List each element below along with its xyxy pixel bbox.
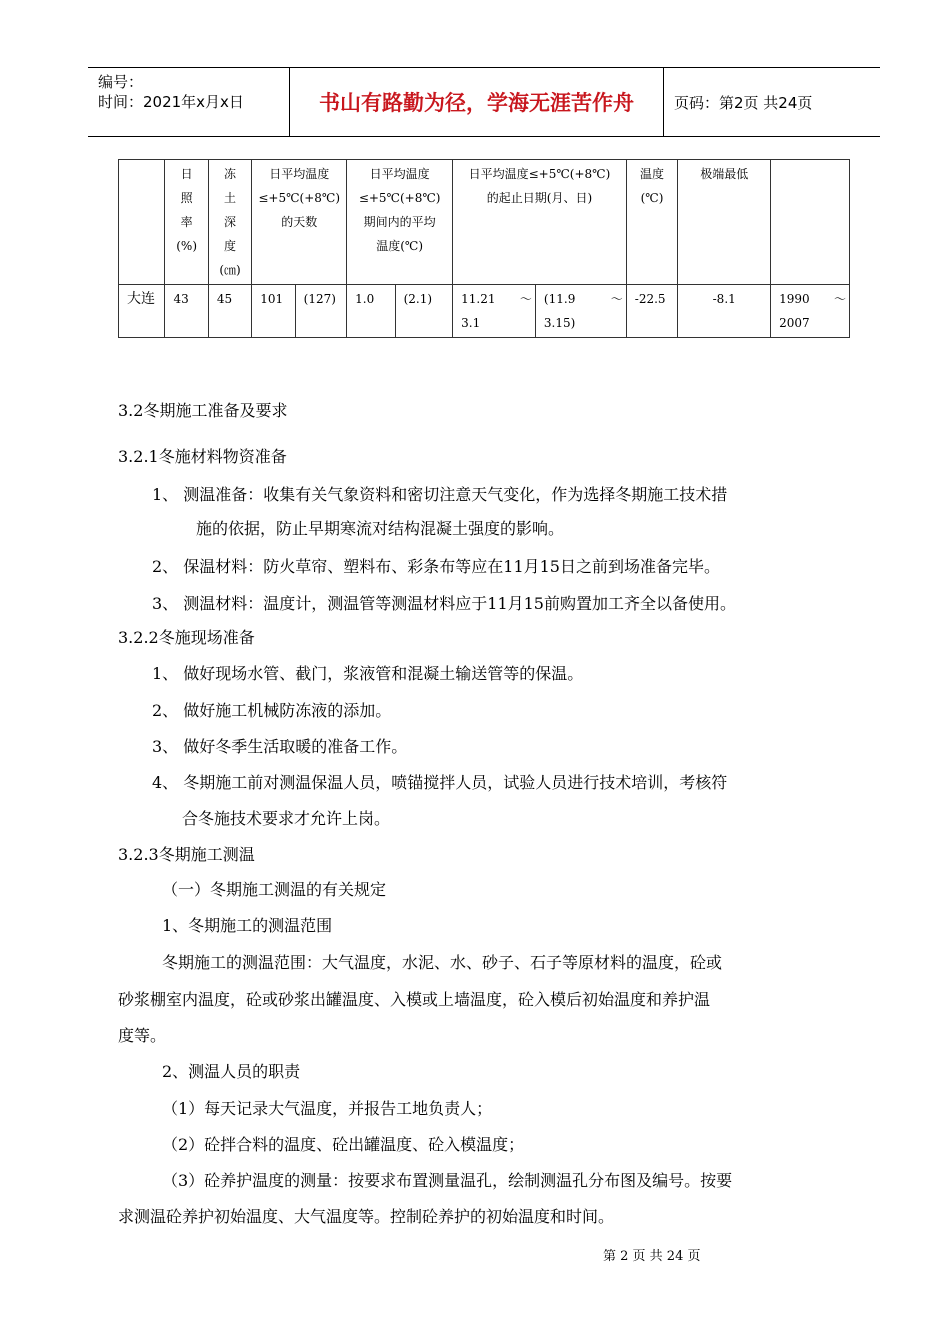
list-item: 3、 测温材料：温度计，测温管等测温材料应于11月15前购置加工齐全以备使用。 xyxy=(152,594,736,613)
cell-city: 大连 xyxy=(119,285,165,338)
header-city xyxy=(119,160,165,285)
list-item: 1、 做好现场水管、截门，浆液管和混凝土输送管等的保温。 xyxy=(152,664,584,683)
header-page-number: 页码：第2页 共24页 xyxy=(674,93,813,112)
subsection-heading: 1、冬期施工的测温范围 xyxy=(162,916,333,935)
list-item: 1、 测温准备：收集有关气象资料和密切注意天气变化，作为选择冬期施工技术措 xyxy=(152,485,728,504)
cell-temp: -22.5 xyxy=(626,285,677,338)
list-item: （3）砼养护温度的测量：按要求布置测量温孔，绘制测温孔分布图及编号。按要 xyxy=(162,1171,733,1190)
list-item-continuation: 合冬施技术要求才允许上岗。 xyxy=(182,809,391,828)
table-header-row xyxy=(119,160,850,285)
list-item: （2）砼拌合料的温度、砼出罐温度、砼入模温度； xyxy=(162,1135,525,1154)
list-item: 3、 做好冬季生活取暖的准备工作。 xyxy=(152,737,408,756)
doc-time-label: 时间：2021年x月x日 xyxy=(98,93,244,111)
paragraph-line: 度等。 xyxy=(118,1026,167,1045)
paragraph-line: 砂浆棚室内温度，砼或砂浆出罐温度、入模或上墙温度，砼入模后初始温度和养护温 xyxy=(118,990,711,1009)
list-item: 2、 保温材料：防火草帘、塑料布、彩条布等应在11月15日之前到场准备完毕。 xyxy=(152,557,720,576)
page-header xyxy=(88,67,880,137)
list-item-continuation: 求测温砼养护初始温度、大气温度等。控制砼养护的初始温度和时间。 xyxy=(118,1207,615,1226)
section-heading-3-2-3: 3.2.3冬期施工测温 xyxy=(118,845,255,864)
list-item: （1）每天记录大气温度，并报告工地负责人； xyxy=(162,1099,493,1118)
header-days-count: 日平均温度 ≤+5℃(+8℃) 的天数 xyxy=(252,160,347,285)
header-meta xyxy=(88,68,290,136)
cell-date8: (11.9 ～ 3.15) xyxy=(535,285,626,338)
paragraph-line: 冬期施工的测温范围：大气温度，水泥、水、砂子、石子等原材料的温度，砼或 xyxy=(162,953,723,972)
cell-days8: (127) xyxy=(295,285,346,338)
section-heading-3-2-1: 3.2.1冬施材料物资准备 xyxy=(118,447,287,466)
cell-years: 1990 ～ 2007 xyxy=(771,285,850,338)
cell-frost: 45 xyxy=(208,285,251,338)
cell-sunshine: 43 xyxy=(165,285,208,338)
header-motto: 书山有路勤为径，学海无涯苦作舟 xyxy=(290,68,664,136)
header-extreme-low: 极端最低 xyxy=(678,160,771,285)
header-frost-depth: 冻 土 深 度 (㎝) xyxy=(208,160,251,285)
header-average-temp: 日平均温度 ≤+5℃(+8℃) 期间内的平均 温度(℃) xyxy=(347,160,453,285)
climate-table xyxy=(118,159,850,338)
table-row xyxy=(119,285,850,338)
header-date-range: 日平均温度≤+5℃(+8℃) 的起止日期(月、日) xyxy=(453,160,627,285)
cell-days5: 101 xyxy=(252,285,295,338)
page-footer: 第 2 页 共 24 页 xyxy=(603,1249,701,1264)
subsection-heading: （一）冬期施工测温的有关规定 xyxy=(162,880,387,899)
section-heading-3-2-2: 3.2.2冬施现场准备 xyxy=(118,628,255,647)
list-item-continuation: 施的依据，防止早期寒流对结构混凝土强度的影响。 xyxy=(196,519,565,538)
header-sunshine-rate: 日 照 率 (%) xyxy=(165,160,208,285)
doc-number-label: 编号： xyxy=(98,73,144,91)
list-item: 2、 做好施工机械防冻液的添加。 xyxy=(152,701,392,720)
header-temperature: 温度 (℃) xyxy=(626,160,677,285)
list-item: 4、 冬期施工前对测温保温人员，喷锚搅拌人员，试验人员进行技术培训，考核符 xyxy=(152,773,728,792)
header-years xyxy=(771,160,850,285)
cell-avg5: 1.0 xyxy=(347,285,395,338)
cell-extreme: -8.1 xyxy=(678,285,771,338)
section-heading-3-2: 3.2冬期施工准备及要求 xyxy=(118,401,288,420)
cell-avg8: (2.1) xyxy=(395,285,453,338)
subsection-heading: 2、测温人员的职责 xyxy=(162,1062,301,1081)
cell-date5: 11.21 ～ 3.1 xyxy=(453,285,536,338)
